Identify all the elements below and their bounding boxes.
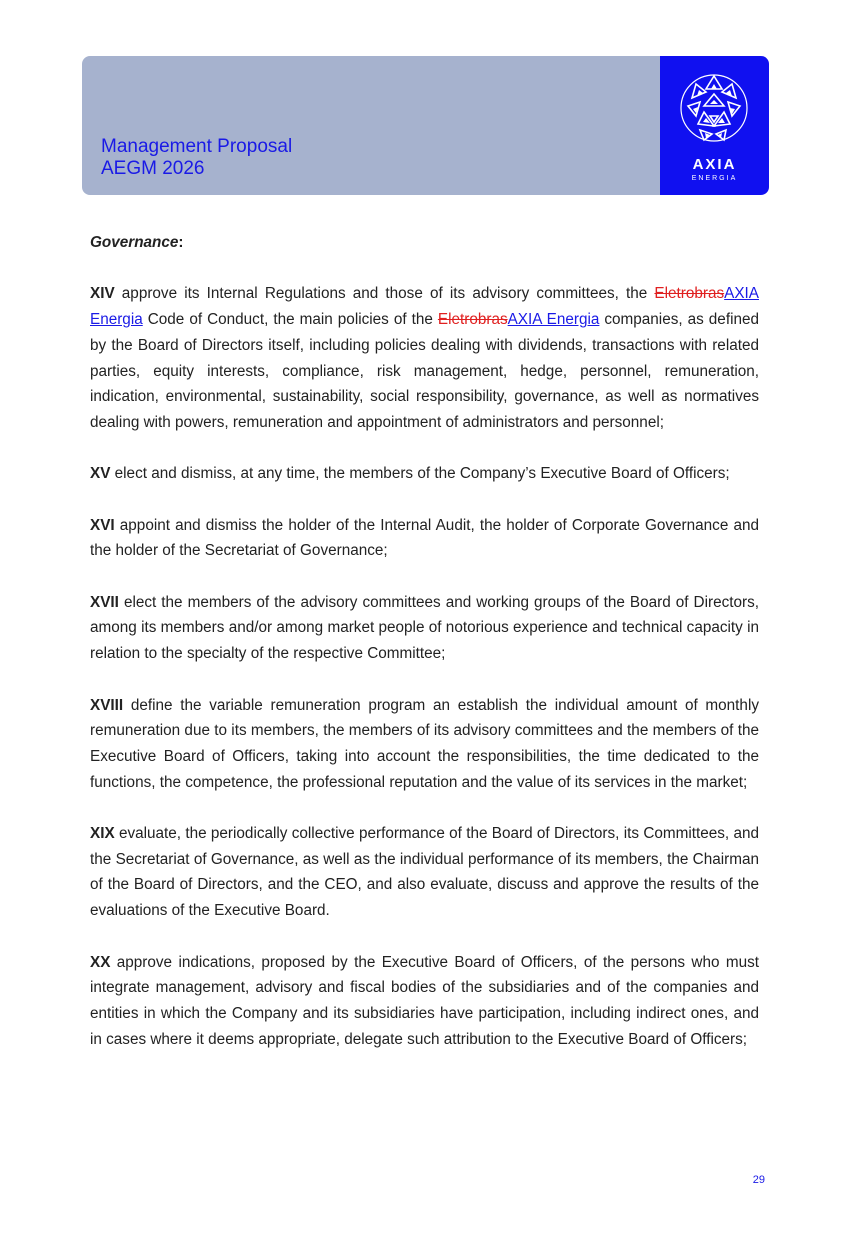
item-xv: [90, 461, 759, 487]
logo-subtitle: ENERGIA: [691, 175, 738, 182]
item-text: define the variable remuneration program an establish the individual amount of monthly remuneration due to its members, the members of its advisory committees and the members of the Executive Board of Officers, taking into account the responsibilities, the time dedicated to the functions, the competence, the professional reputation and the value of its services in the market;: [90, 696, 759, 791]
item-text: approve its Internal Regulations and those of its advisory committees, the: [114, 285, 655, 303]
document-body: [90, 230, 759, 1078]
section-title-colon: :: [178, 234, 184, 251]
item-text: Code of Conduct, the main policies of the: [142, 311, 438, 329]
company-logo: [660, 56, 769, 195]
item-xvi: [90, 513, 759, 564]
item-number: XVI: [90, 516, 115, 534]
item-text: appoint and dismiss the holder of the Internal Audit, the holder of Corporate Governance and the holder of the Secretariat of Governance;: [90, 516, 759, 560]
document-title-line2: AEGM 2026: [101, 158, 205, 179]
item-xix: [90, 821, 759, 924]
item-text: companies, as defined by the Board of Directors itself, including policies dealing with dividends, transactions with related parties, equity interests, compliance, risk management, hedge, personnel, remuneration, indication, environmental, sustainability, social responsibility, governance, as well as normatives dealing with powers, remuneration and appointment of administrators and personnel;: [90, 311, 759, 431]
item-number: XVIII: [90, 696, 124, 714]
section-title: Governance: [90, 234, 179, 251]
item-xviii: [90, 693, 759, 796]
document-title: [101, 136, 292, 180]
item-number: XVII: [90, 593, 119, 611]
section-heading: [90, 230, 759, 256]
item-number: XX: [90, 953, 111, 971]
header-banner: [82, 56, 660, 195]
inserted-text: AXIA Energia: [507, 311, 600, 329]
item-xx: [90, 950, 759, 1053]
item-text: elect and dismiss, at any time, the members of the Company’s Executive Board of Officers;: [110, 465, 730, 483]
logo-name: AXIA: [692, 156, 737, 173]
item-number: XIV: [90, 285, 115, 303]
page-number: 29: [752, 1174, 765, 1186]
deleted-text: Eletrobras: [654, 285, 725, 303]
inserted-text: AXIA Energia: [90, 285, 759, 329]
item-xvii: [90, 590, 759, 667]
item-text: approve indications, proposed by the Executive Board of Officers, of the persons who must integrate management, advisory and fiscal bodies of the subsidiaries and of the companies and entities in which the Company and its subsidiaries have participation, including indirect ones, and in cases where it deems appropriate, delegate such attribution to the Executive Board of Officers;: [90, 953, 759, 1048]
deleted-text: Eletrobras: [437, 311, 508, 329]
globe-icon: [660, 56, 769, 151]
item-text: evaluate, the periodically collective performance of the Board of Directors, its Committees, and the Secretariat of Governance, as well as the individual performance of its members, the Chairman of the Board of Directors, and the CEO, and also evaluate, discuss and approve the results of the evaluations of the Executive Board.: [90, 825, 759, 920]
document-title-line1: Management Proposal: [101, 136, 293, 157]
item-xiv: [90, 281, 759, 435]
item-text: elect the members of the advisory committees and working groups of the Board of Directors, among its members and/or among market people of notorious experience and technical capacity in relation to the specialty of the respective Committee;: [90, 593, 759, 663]
item-number: XV: [90, 465, 111, 483]
item-number: XIX: [90, 825, 115, 843]
